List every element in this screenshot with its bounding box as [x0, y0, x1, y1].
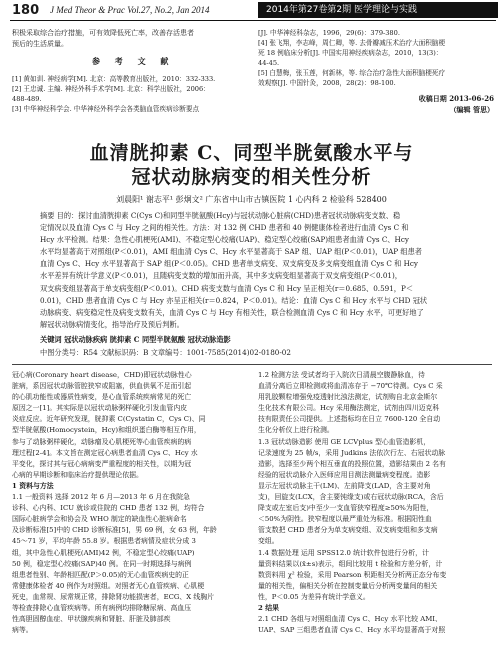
reference-item: 效观察[J]. 中国针灸，2008，28(2)：98-100. — [258, 79, 396, 87]
body-line: 1.3 冠状动脉造影 使用 GE LCVplus 型心血管造影机， — [258, 437, 431, 446]
body-line: 冠心病(Coronary heart disease，CHD)即冠状动脉性心 — [12, 371, 192, 379]
reference-item: 488-489. — [12, 95, 42, 103]
issue-banner: 2014年第27卷第2期 医学理论与实践 — [258, 2, 498, 18]
body-line: 的心肌功能性或器质性病变，是心血管系统疾病常见的死亡 — [12, 393, 192, 402]
body-line: 生化技术有限公司。Hcy 采用酶法测定，试剂由四川迈克科 — [258, 404, 440, 413]
page-number: 180 — [12, 3, 40, 18]
body-line: 1.2 检测方法 受试者均于入院次日清晨空腹静脉血，待 — [258, 371, 425, 379]
article-title-line2: 冠状动脉病变的相关性分析 — [131, 166, 372, 188]
body-column-right — [258, 370, 496, 636]
reference-list-left — [12, 74, 250, 114]
body-line: 炎症反应。近年研究发现，胱抑素 C(Cystatin C，Cys C)、同 — [12, 415, 206, 424]
reference-item: [J]. 中华神经科杂志，1996，29(6)：379-380. — [258, 29, 400, 37]
text-line: 预后的生活质量。 — [12, 39, 68, 48]
body-column-left — [12, 370, 248, 636]
article-authors: 刘晨阳¹ 谢志平¹ 彭炯文² 广东省中山市古镇医院 1 心内科 2 检验科 528400 — [116, 195, 387, 204]
body-line: 组，其中急性心肌梗死(AMI)42 例，不稳定型心绞痛(UAP) — [12, 548, 195, 557]
section-heading: 2 结果 — [258, 603, 279, 612]
abstract-line: 血清 Cys C、Hcy 水平显著高于 SAP 组(P＜0.05)。CHD 患者单支病变、双支病变及多支病变组血清 Cys C 和 Hcy — [40, 259, 418, 269]
previous-article-conclusion — [12, 28, 248, 49]
body-line: UAP、SAP 三组患者血清 Cys C、Hcy 水平均显著高于对照 — [258, 626, 446, 635]
body-line: 血清分离后立即检测或将血清冻存于 −70℃待测。Cys C 采 — [258, 382, 443, 391]
abstract-line: 水平差异有统计学意义(P＜0.01)，且随病变支数的增加而升高，其中多支病变组显著高于双支病变组(P＜0.01)， — [40, 271, 402, 281]
classification-line: 中图分类号：R54 文献标识码：B 文章编号：1001-7585(2014)02-0180-02 — [40, 348, 291, 357]
reference-item: [3] 中华神经科学会. 中华神经外科学会各类脑血管疾病诊断要点 — [12, 105, 200, 113]
section-divider — [12, 364, 492, 365]
abstract-line: Hcy 水平检测。结果：急性心肌梗死(AMI)、不稳定型心绞痛(UAP)、稳定型心绞痛(SAP)组患者血清 Cys C、Hcy — [40, 235, 409, 245]
body-line: 1.1 一般资料 选择 2012 年 6 月—2013 年 6 月在我院急 — [12, 493, 190, 502]
reference-item: [5] 白慧梅，张玉莲，何新林，等. 综合治疗急性大面积脑梗死疗 — [258, 69, 446, 77]
body-line: 数资料用 χ² 检验，采用 Pearson 积距相关分析两正态分布变 — [258, 570, 447, 579]
reference-item: [4] 张飞翔，李志峰，周仁卿，等. 去骨瓣减压术治疗大面积脑梗 — [258, 39, 446, 47]
body-line: 及诊断标准[5]中的 CHD 诊断标准[5]，男 69 例，女 63 例，年龄 — [12, 526, 217, 535]
reference-list-right — [258, 28, 496, 88]
body-line: 理过程[2-4]。本文旨在测定冠心病患者血清 Cys C、Hcy 水 — [12, 448, 198, 457]
body-line: 死史，血常规、尿常规正常，排除肾功能损害者，ECG、X 线胸片 — [12, 592, 215, 601]
received-date: 收稿日期 2013-06-26 — [418, 94, 494, 103]
body-line: 45～71 岁，平均年龄 55.8 岁。根据患者病情及症状分成 3 — [12, 537, 196, 546]
reference-item: 死 18 例临床分析[J]. 中国实用神经疾病杂志，2010，13(3)： — [258, 49, 443, 57]
body-line: 2.1 CHD 各组与对照组血清 Cys C、Hcy 水平比较 AMI、 — [258, 615, 442, 624]
running-header — [0, 0, 503, 24]
body-line: 性高胆固醇血症、甲状腺疾病和肾脏、肝脏及肺部疾 — [12, 615, 171, 624]
body-line: 脏病，系因冠状动脉管腔狭窄或阻塞，供血供氧不足而引起 — [12, 382, 192, 391]
body-line: 心病的早期诊断和临床治疗提供理论依据。 — [12, 470, 143, 479]
body-line: ＜50%为阴性。狭窄程度以最严重处为标准。根据阳性血 — [258, 515, 432, 524]
body-line: 量资料结果以(x̄±s)表示，组间比较用 t 检验和方差分析，计 — [258, 559, 443, 568]
body-line: 经验的冠状动脉介入医师应用目测法测量病变程度。造影 — [258, 470, 431, 479]
section-heading: 1 资料与方法 — [12, 481, 54, 490]
body-line: 性，P＜0.05 为差异有统计学意义。 — [258, 592, 370, 601]
body-line: 平变化，探讨其与冠心病病变严重程度的相关性，以期为冠 — [12, 459, 192, 468]
abstract-line: 0.01)，CHD 患者血清 Cys C 与 Hcy 亦呈正相关(r＝0.824，P＜0.01)。结论：血清 Cys C 和 Hcy 水平与 CHD 冠状 — [40, 295, 428, 305]
body-line: 组患者性别、年龄相匹配(P＞0.05)的无心血管疾病史的正 — [12, 570, 189, 579]
body-line: 50 例，稳定型心绞痛(SAP)40 例。在同一时期选择与病例 — [12, 559, 192, 568]
editor-note: （编辑 管思） — [449, 105, 494, 114]
article-abstract — [40, 210, 468, 331]
body-line: 常健康体检者 40 例作为对照组。对照者无心血管疾病、心肌梗 — [12, 581, 205, 590]
abstract-line: 摘要 目的：探讨血清胱抑素 C(Cys C)和同型半胱氨酸(Hcy)与冠状动脉心脏病(CHD)患者冠状动脉病变支数、稳 — [40, 211, 401, 220]
reference-item: 44-45. — [258, 59, 280, 67]
abstract-line: 动脉病变、病变稳定性及病变支数有关，血清 Cys C 与 Hcy 有相关性，联合检测血清 Cys C 和 Hcy 水平，可更好地了 — [40, 307, 424, 317]
body-line: 用乳胶颗粒增强免疫透射比浊法测定，试剂购自北京金斯尔 — [258, 393, 438, 402]
body-line: 等检查排除心血管疾病等。所有病例均排除糖尿病、高血压 — [12, 603, 192, 612]
body-line: 病等。 — [12, 626, 33, 635]
body-line: 技有限责任公司提供。上述指标均在日立 7600-120 全自动 — [258, 415, 441, 424]
body-line: 国际心脏病学会和协会及 WHO 制定的缺血性心脏病命名 — [12, 515, 187, 524]
body-line: 记录速度为 25 帧/s，采用 Judkins 法依次行左、右冠状动脉 — [258, 448, 446, 457]
body-line: 量的相关性，偏相关分析在控制变量后分析两变量间的相关 — [258, 581, 438, 590]
reference-item: [1] 黄如训. 神经病学[M]. 北京：高等教育出版社，2010：332-333. — [12, 75, 216, 83]
body-line: 造影，选择至少两个相互垂直的投照位置，造影结果由 2 名有 — [258, 459, 446, 468]
abstract-line: 解冠状动脉病情变化，指导治疗及预后判断。 — [40, 319, 184, 329]
header-rule — [10, 20, 496, 21]
keywords: 关键词 冠状动脉疾病 胱抑素 C 同型半胱氨酸 冠状动脉造影 — [40, 335, 231, 344]
body-line: 型半胱氨酸(Homocystein，Hcy)和组织蛋白酶等相互作用， — [12, 426, 201, 435]
body-line: 管支数把 CHD 患者分为单支病变组、双支病变组和多支病 — [258, 526, 438, 535]
body-line: 显示左冠状动脉主干(LM)、左前降支(LAD，含主要对角 — [258, 481, 431, 490]
body-line: 支)，回旋支(LCX，含主要钝缘支)或右冠状动脉(RCA，含后 — [258, 493, 444, 502]
body-line: 变组。 — [258, 537, 279, 546]
body-line: 1.4 数据处理 运用 SPSS12.0 统计软件包进行分析，计 — [258, 548, 429, 557]
journal-name: J Med Theor & Prac Vol.27, No.2, Jan 2014 — [50, 5, 210, 15]
references-heading: 参 考 文 献 — [92, 57, 175, 66]
body-line: 参与了动脉粥样硬化，动脉瘤及心肌梗死等心血管疾病的病 — [12, 437, 192, 446]
body-line: 生化分析仪上进行检测。 — [258, 426, 334, 435]
body-line: 诊科、心内科、ICU 就诊或住院的 CHD 患者 132 例，均符合 — [12, 504, 205, 513]
reference-item: [2] 王忠诚. 主编. 神经外科手术学[M]. 北京：科学出版社，2006： — [12, 85, 210, 93]
abstract-line: 水平均显著高于对照组(P＜0.01)，AMI 组血清 Cys C、Hcy 水平显著高于 SAP 组、UAP 组(P＜0.01)，UAP 组患者 — [40, 247, 422, 257]
body-line: 降支或左室后支)中至少一支血管狭窄程度≥50%为阳性， — [258, 504, 434, 513]
article-title-line1: 血清胱抑素 C、同型半胱氨酸水平与 — [89, 142, 414, 164]
body-line: 原因之一[1]。其实际是以冠状动脉粥样硬化引发血管内皮 — [12, 404, 188, 413]
abstract-line: 双支病变组显著高于单支病变组(P＜0.01)。CHD 病变支数与血清 Cys C 和 Hcy 呈正相关(r＝0.685、0.591，P＜ — [40, 283, 414, 293]
text-line: 积极采取综合治疗措施，可有效降低死亡率，改善存活患者 — [12, 29, 194, 37]
abstract-line: 定情况以及血清 Cys C 与 Hcy 之间的相关性。方法：对 132 例 CHD 患者和 40 例健康体检者进行血清 Cys C 和 — [40, 223, 409, 233]
